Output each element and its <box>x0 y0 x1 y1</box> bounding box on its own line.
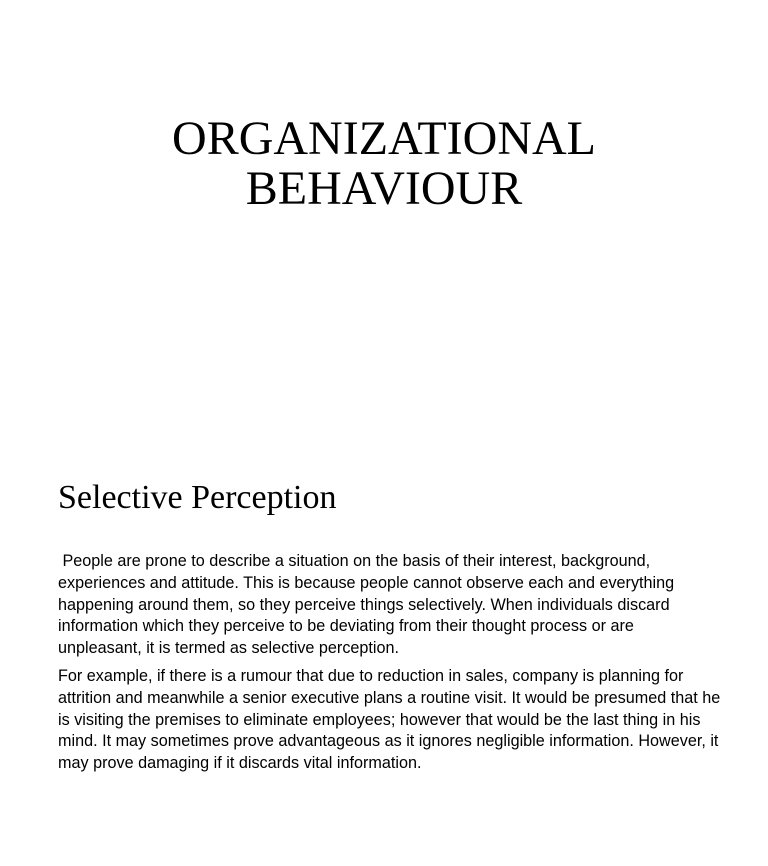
section-body <box>58 551 722 781</box>
slide-title <box>0 114 768 214</box>
title-line-2: BEHAVIOUR <box>245 162 523 215</box>
paragraph-example: For example, if there is a rumour that due to reduction in sales, company is planning for attrition and meanwhile a senior executive plans a routine visit. It would be presumed that he is visiting the premises to eliminate employees; however that would be the last thing in his mind. It may sometimes prove advantageous as it ignores negligible information. However, it may prove damaging if it discards vital information. <box>58 666 721 773</box>
title-line-1: ORGANIZATIONAL <box>172 112 596 165</box>
paragraph-definition: People are prone to describe a situation on the basis of their interest, background, experiences and attitude. This is because people cannot observe each and everything happening around them, so they perceive things selectively. When individuals discard information which they perceive to be deviating from their thought process or are unpleasant, it is termed as selective perception. <box>58 552 679 658</box>
section-heading: Selective Perception <box>58 479 337 516</box>
